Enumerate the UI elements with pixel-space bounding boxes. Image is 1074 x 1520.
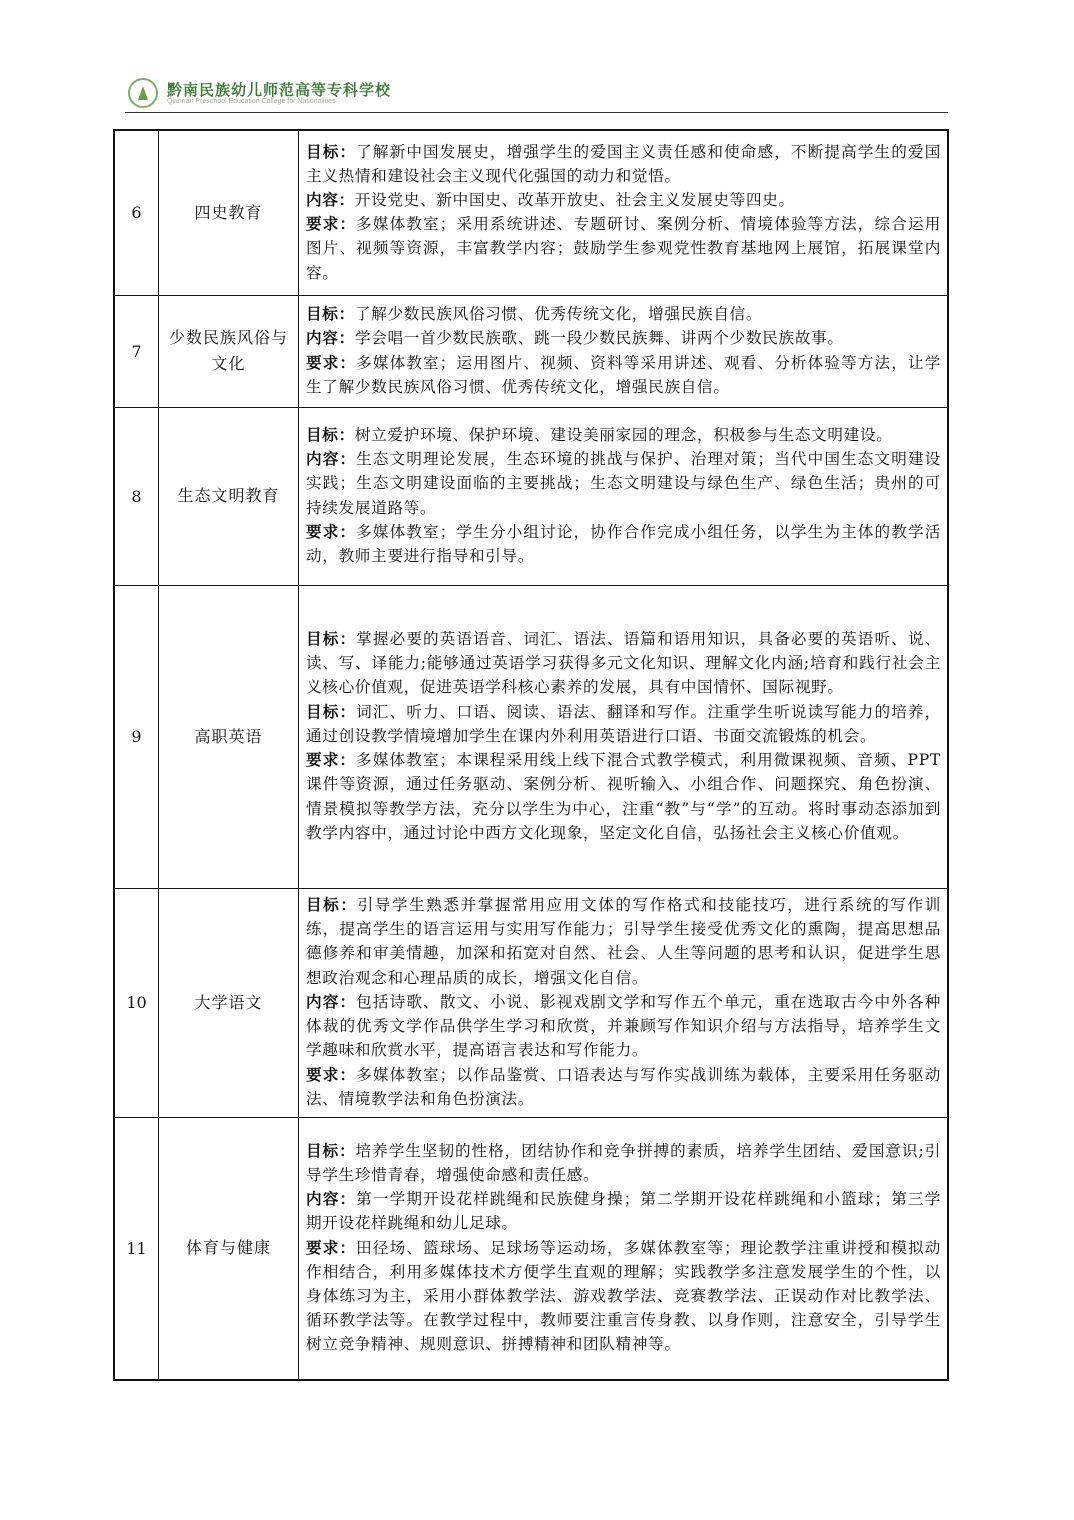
paragraph-label: 要求：	[306, 215, 357, 234]
description-paragraph	[306, 748, 941, 845]
table-row	[114, 585, 948, 888]
paragraph-label: 内容：	[306, 1190, 357, 1209]
paragraph-label: 要求：	[306, 751, 357, 770]
table-row	[114, 295, 948, 407]
paragraph-label: 内容：	[306, 450, 357, 469]
description-paragraph	[306, 1187, 941, 1235]
paragraph-text: 掌握必要的英语语音、词汇、语法、语篇和语用知识，具备必要的英语听、说、读、写、译能力;能够通过英语学习获得多元文化知识、理解文化内涵;培育和践行社会主义核心价值观，促进英语学科核心素养的发展，具有中国情怀、国际视野。	[306, 630, 941, 697]
paragraph-label: 目标：	[306, 896, 358, 915]
paragraph-label: 目标：	[306, 142, 357, 161]
row-number: 8	[114, 407, 159, 585]
paragraph-label: 内容：	[306, 992, 357, 1011]
paragraph-label: 内容：	[306, 191, 355, 210]
paragraph-text: 学会唱一首少数民族歌、跳一段少数民族舞、讲两个少数民族故事。	[354, 329, 844, 348]
paragraph-label: 目标：	[306, 425, 355, 444]
table-row	[114, 888, 948, 1117]
course-name: 高职英语	[159, 585, 299, 888]
paragraph-text: 生态文明理论发展，生态环境的挑战与保护、治理对策；当代中国生态文明建设实践；生态文明建设面临的主要挑战；生态文明建设与绿色生产、绿色生活；贵州的可持续发展道路等。	[306, 450, 941, 517]
row-number: 11	[114, 1117, 159, 1380]
paragraph-text: 多媒体教室；运用图片、视频、资料等采用讲述、观看、分析体验等方法，让学生了解少数民族风俗习惯、优秀传统文化，增强民族自信。	[306, 353, 941, 396]
course-description	[299, 888, 949, 1117]
course-description	[299, 1117, 949, 1380]
description-paragraph	[306, 423, 941, 447]
course-description	[299, 295, 949, 407]
paragraph-label: 要求：	[306, 353, 357, 372]
school-logo-icon	[128, 78, 158, 108]
paragraph-text: 多媒体教室；以作品鉴赏、口语表达与写作实战训练为载体，主要采用任务驱动法、情境教学法和角色扮演法。	[306, 1065, 941, 1108]
page-header	[125, 76, 948, 113]
description-paragraph	[306, 627, 941, 700]
table-row	[114, 130, 948, 295]
paragraph-text: 词汇、听力、口语、阅读、语法、翻译和写作。注重学生听说读写能力的培养，通过创设教学情境增加学生在课内外利用英语进行口语、书面交流锻炼的机会。	[306, 702, 941, 745]
paragraph-text: 多媒体教室；本课程采用线上线下混合式教学模式，利用微课视频、音频、PPT 课件等资源，通过任务驱动、案例分析、视听输入、小组合作、问题探究、角色扮演、情景模拟等教学方法，充分以学生为中心，注重“教”与“学”的互动。将时事动态添加到教学内容中，通过讨论中西方文化现象，坚定文化自信，弘扬社会主义核心价值观。	[306, 751, 941, 842]
description-paragraph	[306, 302, 941, 326]
paragraph-text: 田径场、篮球场、足球场等运动场，多媒体教室等；理论教学注重讲授和模拟动作相结合，利用多媒体技术方便学生直观的理解；实践教学多注意发展学生的个性，以身体练习为主，采用小群体教学法、游戏教学法、竞赛教学法、正误动作对比教学法、循环教学法等。在教学过程中，教师要注重言传身教、以身作则，注意安全，引导学生树立竞争精神、规则意识、拼搏精神和团队精神等。	[306, 1238, 941, 1354]
paragraph-label: 要求：	[306, 522, 357, 541]
description-paragraph	[306, 351, 941, 399]
row-number: 7	[114, 295, 159, 407]
paragraph-text: 第一学期开设花样跳绳和民族健身操；第二学期开设花样跳绳和小篮球；第三学期开设花样跳绳和幼儿足球。	[306, 1190, 941, 1233]
description-paragraph	[306, 1236, 941, 1357]
course-description	[299, 407, 949, 585]
paragraph-label: 要求：	[306, 1238, 357, 1257]
paragraph-label: 目标：	[306, 305, 355, 324]
paragraph-text: 了解少数民族风俗习惯、优秀传统文化，增强民族自信。	[354, 305, 763, 324]
paragraph-text: 树立爱护环境、保护环境、建设美丽家园的理念，积极参与生态文明建设。	[354, 425, 893, 444]
description-paragraph	[306, 212, 941, 285]
description-paragraph	[306, 1063, 941, 1111]
course-description	[299, 585, 949, 888]
paragraph-label: 目标：	[306, 702, 357, 721]
description-paragraph	[306, 140, 941, 188]
paragraph-label: 要求：	[306, 1065, 357, 1084]
paragraph-label: 目标：	[306, 1141, 356, 1160]
course-name: 体育与健康	[159, 1117, 299, 1380]
paragraph-label: 目标：	[306, 630, 357, 649]
description-paragraph	[306, 1139, 941, 1187]
description-paragraph	[306, 893, 941, 990]
course-name: 少数民族风俗与文化	[159, 295, 299, 407]
description-paragraph	[306, 700, 941, 748]
description-paragraph	[306, 447, 941, 520]
paragraph-label: 内容：	[306, 329, 355, 348]
row-number: 10	[114, 888, 159, 1117]
paragraph-text: 多媒体教室；采用系统讲述、专题研讨、案例分析、情境体验等方法，综合运用图片、视频等资源，丰富教学内容；鼓励学生参观党性教育基地网上展馆，拓展课堂内容。	[306, 215, 941, 282]
course-table	[113, 129, 949, 1381]
paragraph-text: 引导学生熟悉并掌握常用应用文体的写作格式和技能技巧，进行系统的写作训练，提高学生的语言运用与实用写作能力；引导学生接受优秀文化的熏陶，提高思想品德修养和审美情趣，加深和拓宽对自然、社会、人生等问题的思考和认识，促进学生思想政治观念和心理品质的成长，增强文化自信。	[306, 896, 941, 987]
course-name: 四史教育	[159, 130, 299, 295]
school-name-en: Qiannan Preschool Education College for Nationalities	[167, 98, 336, 105]
course-name: 生态文明教育	[159, 407, 299, 585]
table-row	[114, 407, 948, 585]
school-name-cn: 黔南民族幼儿师范高等专科学校	[167, 81, 392, 99]
course-description	[299, 130, 949, 295]
description-paragraph	[306, 990, 941, 1063]
paragraph-text: 培养学生坚韧的性格，团结协作和竞争拼搏的素质，培养学生团结、爱国意识;引导学生珍惜青春，增强使命感和责任感。	[306, 1141, 941, 1185]
row-number: 6	[114, 130, 159, 295]
course-name: 大学语文	[159, 888, 299, 1117]
description-paragraph	[306, 188, 941, 212]
description-paragraph	[306, 326, 941, 350]
paragraph-text: 多媒体教室；学生分小组讨论，协作合作完成小组任务，以学生为主体的教学活动，教师主要进行指导和引导。	[306, 522, 941, 565]
table-row	[114, 1117, 948, 1380]
description-paragraph	[306, 520, 941, 568]
paragraph-text: 开设党史、新中国史、改革开放史、社会主义发展史等四史。	[354, 191, 795, 210]
paragraph-text: 了解新中国发展史，增强学生的爱国主义责任感和使命感，不断提高学生的爱国主义热情和建设社会主义现代化强国的动力和觉悟。	[306, 142, 941, 185]
row-number: 9	[114, 585, 159, 888]
paragraph-text: 包括诗歌、散文、小说、影视戏剧文学和写作五个单元，重在选取古今中外各种体裁的优秀文学作品供学生学习和欣赏，并兼顾写作知识介绍与方法指导，培养学生文学趣味和欣赏水平，提高语言表达和写作能力。	[306, 992, 941, 1060]
